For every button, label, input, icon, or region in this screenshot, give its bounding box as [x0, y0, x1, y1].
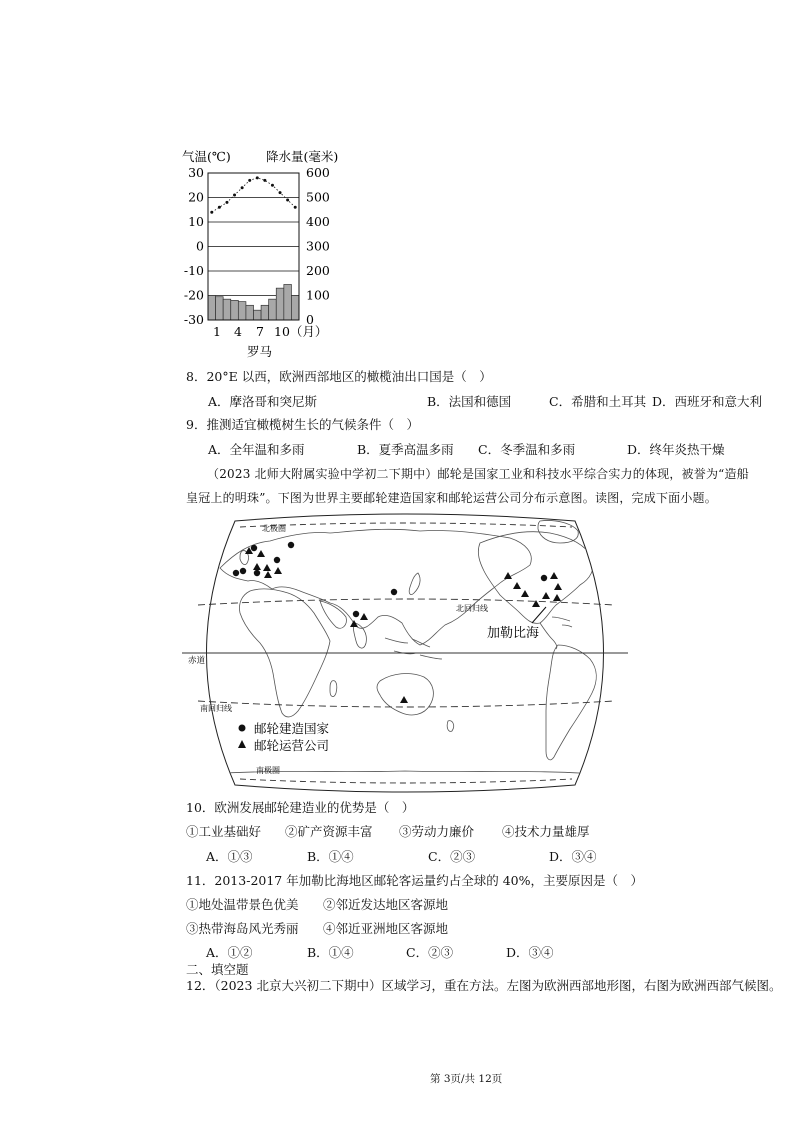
- legend-operate-label: 邮轮运营公司: [254, 738, 330, 753]
- q11-statement-4: ④邻近亚洲地区客源地: [323, 921, 449, 936]
- q10-stem: 10．欧洲发展邮轮建造业的优势是（ ）: [186, 800, 415, 815]
- tropic-of-cancer-label: 北回归线: [456, 604, 488, 613]
- q12-stem: 12．（2023 北京大兴初二下期中）区域学习，重在方法。左图为欧洲西部地形图，右图为欧洲西部气候图。: [186, 978, 782, 993]
- intro-line-1: （2023 北师大附属实验中学初二下期中）邮轮是国家工业和科技水平综合实力的体现，被誉为“造船: [207, 467, 749, 481]
- shipbuilder-dot: [541, 575, 547, 581]
- precipitation-bar: [254, 310, 262, 320]
- q9-option-d: D．终年炎热干燥: [627, 442, 725, 457]
- intro-line-2: 皇冠上的明珠”。下图为世界主要邮轮建造国家和邮轮运营公司分布示意图。读图，完成下面小题。: [186, 491, 717, 505]
- x-tick-7: 7: [256, 324, 264, 339]
- precipitation-bar: [291, 296, 299, 321]
- temperature-point: [286, 198, 289, 201]
- x-tick-1: 1: [213, 324, 221, 339]
- q8-option-b: B．法国和德国: [427, 394, 512, 409]
- q9-option-c: C．冬季温和多雨: [478, 442, 576, 457]
- temperature-point: [271, 184, 274, 187]
- q8-stem: 8．20°E 以西，欧洲西部地区的橄榄油出口国是（ ）: [186, 369, 492, 384]
- precipitation-tick-label: 300: [306, 238, 330, 254]
- q11-stem: 11．2013-2017 年加勒比海地区邮轮客运量约占全球的 40%，主要原因是（ ）: [186, 873, 643, 888]
- q8-option-c: C．希腊和土耳其: [549, 394, 647, 409]
- precipitation-axis-title: 降水量(毫米): [266, 149, 339, 164]
- temperature-point: [233, 194, 236, 197]
- x-tick-4: 4: [234, 324, 242, 339]
- q10-statement-1: ①工业基础好: [186, 824, 262, 839]
- q11-statement-2: ②邻近发达地区客源地: [323, 897, 449, 912]
- shipbuilder-dot: [353, 611, 359, 617]
- q11-option-a: A．①②: [206, 945, 253, 960]
- q11-option-c: C．②③: [406, 945, 454, 960]
- q10-option-b: B．①④: [307, 849, 354, 864]
- tropic-of-capricorn-label: 南回归线: [200, 704, 232, 713]
- q9-option-a: A．全年温和多雨: [208, 442, 305, 457]
- q11-option-d: D．③④: [506, 945, 554, 960]
- q11-statement-1: ①地处温带景色优美: [186, 897, 299, 912]
- precipitation-bar: [261, 305, 269, 320]
- temperature-tick-label: -10: [183, 263, 204, 278]
- precipitation-bar: [216, 297, 224, 320]
- precipitation-bar: [238, 302, 246, 320]
- precipitation-bar: [269, 299, 277, 320]
- page-footer: 第 3页/共 12页: [430, 1073, 503, 1085]
- antarctic-circle-label: 南极圈: [256, 766, 280, 775]
- temperature-tick-label: -30: [183, 312, 204, 327]
- q10-option-a: A．①③: [206, 849, 253, 864]
- precipitation-tick-label: 100: [306, 287, 330, 303]
- shipbuilder-dot: [254, 570, 260, 576]
- q10-option-c: C．②③: [428, 849, 476, 864]
- temperature-line: [212, 178, 295, 212]
- q10-statement-3: ③劳动力廉价: [399, 824, 475, 839]
- precipitation-tick-label: 500: [306, 189, 330, 205]
- shipbuilder-dot: [391, 589, 397, 595]
- chart-caption: 罗马: [247, 344, 273, 359]
- temperature-point: [210, 211, 213, 214]
- temperature-ticks: [184, 165, 204, 327]
- world-map: [180, 513, 630, 793]
- temperature-tick-label: 0: [196, 238, 204, 254]
- temperature-point: [248, 179, 251, 182]
- section-2-heading: 二、填空题: [186, 962, 249, 977]
- temperature-point: [218, 206, 221, 209]
- temperature-point: [241, 186, 244, 189]
- precipitation-ticks: [306, 165, 330, 327]
- equator-label: 赤道: [188, 656, 206, 666]
- precipitation-tick-label: 400: [306, 214, 330, 229]
- temperature-point: [263, 179, 266, 182]
- q10-statement-4: ④技术力量雄厚: [502, 824, 590, 839]
- precipitation-tick-label: 0: [306, 312, 314, 327]
- q10-statement-2: ②矿产资源丰富: [285, 824, 373, 839]
- temperature-axis-title: 气温(℃): [182, 149, 231, 164]
- chart-gridlines: [208, 198, 299, 296]
- q10-option-d: D．③④: [549, 849, 597, 864]
- temperature-point: [256, 176, 259, 179]
- precipitation-bar: [246, 305, 254, 320]
- q8-option-d: D．西班牙和意大利: [652, 394, 763, 409]
- temperature-tick-label: 30: [188, 165, 204, 180]
- shipbuilder-dot: [240, 568, 246, 574]
- precipitation-bars: [208, 284, 299, 320]
- temperature-tick-label: -20: [183, 287, 204, 303]
- temperature-point: [294, 206, 297, 209]
- shipbuilder-dot: [274, 557, 280, 563]
- shipbuilder-dot: [233, 570, 239, 576]
- precipitation-bar: [208, 296, 216, 321]
- precipitation-bar: [284, 284, 292, 320]
- temperature-tick-label: 10: [188, 214, 204, 229]
- temperature-point: [279, 191, 282, 194]
- precipitation-bar: [231, 300, 239, 320]
- shipbuilder-dot: [251, 545, 257, 551]
- q9-stem: 9．推测适宜橄榄树生长的气候条件（ ）: [186, 417, 419, 432]
- legend-build-label: 邮轮建造国家: [254, 721, 330, 736]
- precipitation-bar: [223, 299, 231, 320]
- precipitation-tick-label: 600: [306, 165, 330, 180]
- precipitation-tick-label: 200: [306, 263, 330, 278]
- temperature-tick-label: 20: [188, 189, 204, 205]
- legend-dot-icon: [239, 725, 246, 732]
- temperature-curve: [210, 176, 296, 213]
- climate-chart: [178, 145, 348, 360]
- q8-option-a: A．摩洛哥和突尼斯: [208, 394, 318, 409]
- x-tick-10: 10（月）: [274, 324, 328, 339]
- arctic-circle-label: 北极圈: [262, 524, 286, 533]
- shipbuilder-dot: [288, 542, 294, 548]
- caribbean-label: 加勒比海: [487, 626, 540, 641]
- q9-option-b: B．夏季高温多雨: [357, 442, 454, 457]
- q11-option-b: B．①④: [307, 945, 354, 960]
- temperature-point: [225, 201, 228, 204]
- q11-statement-3: ③热带海岛风光秀丽: [186, 921, 299, 936]
- precipitation-bar: [276, 288, 284, 320]
